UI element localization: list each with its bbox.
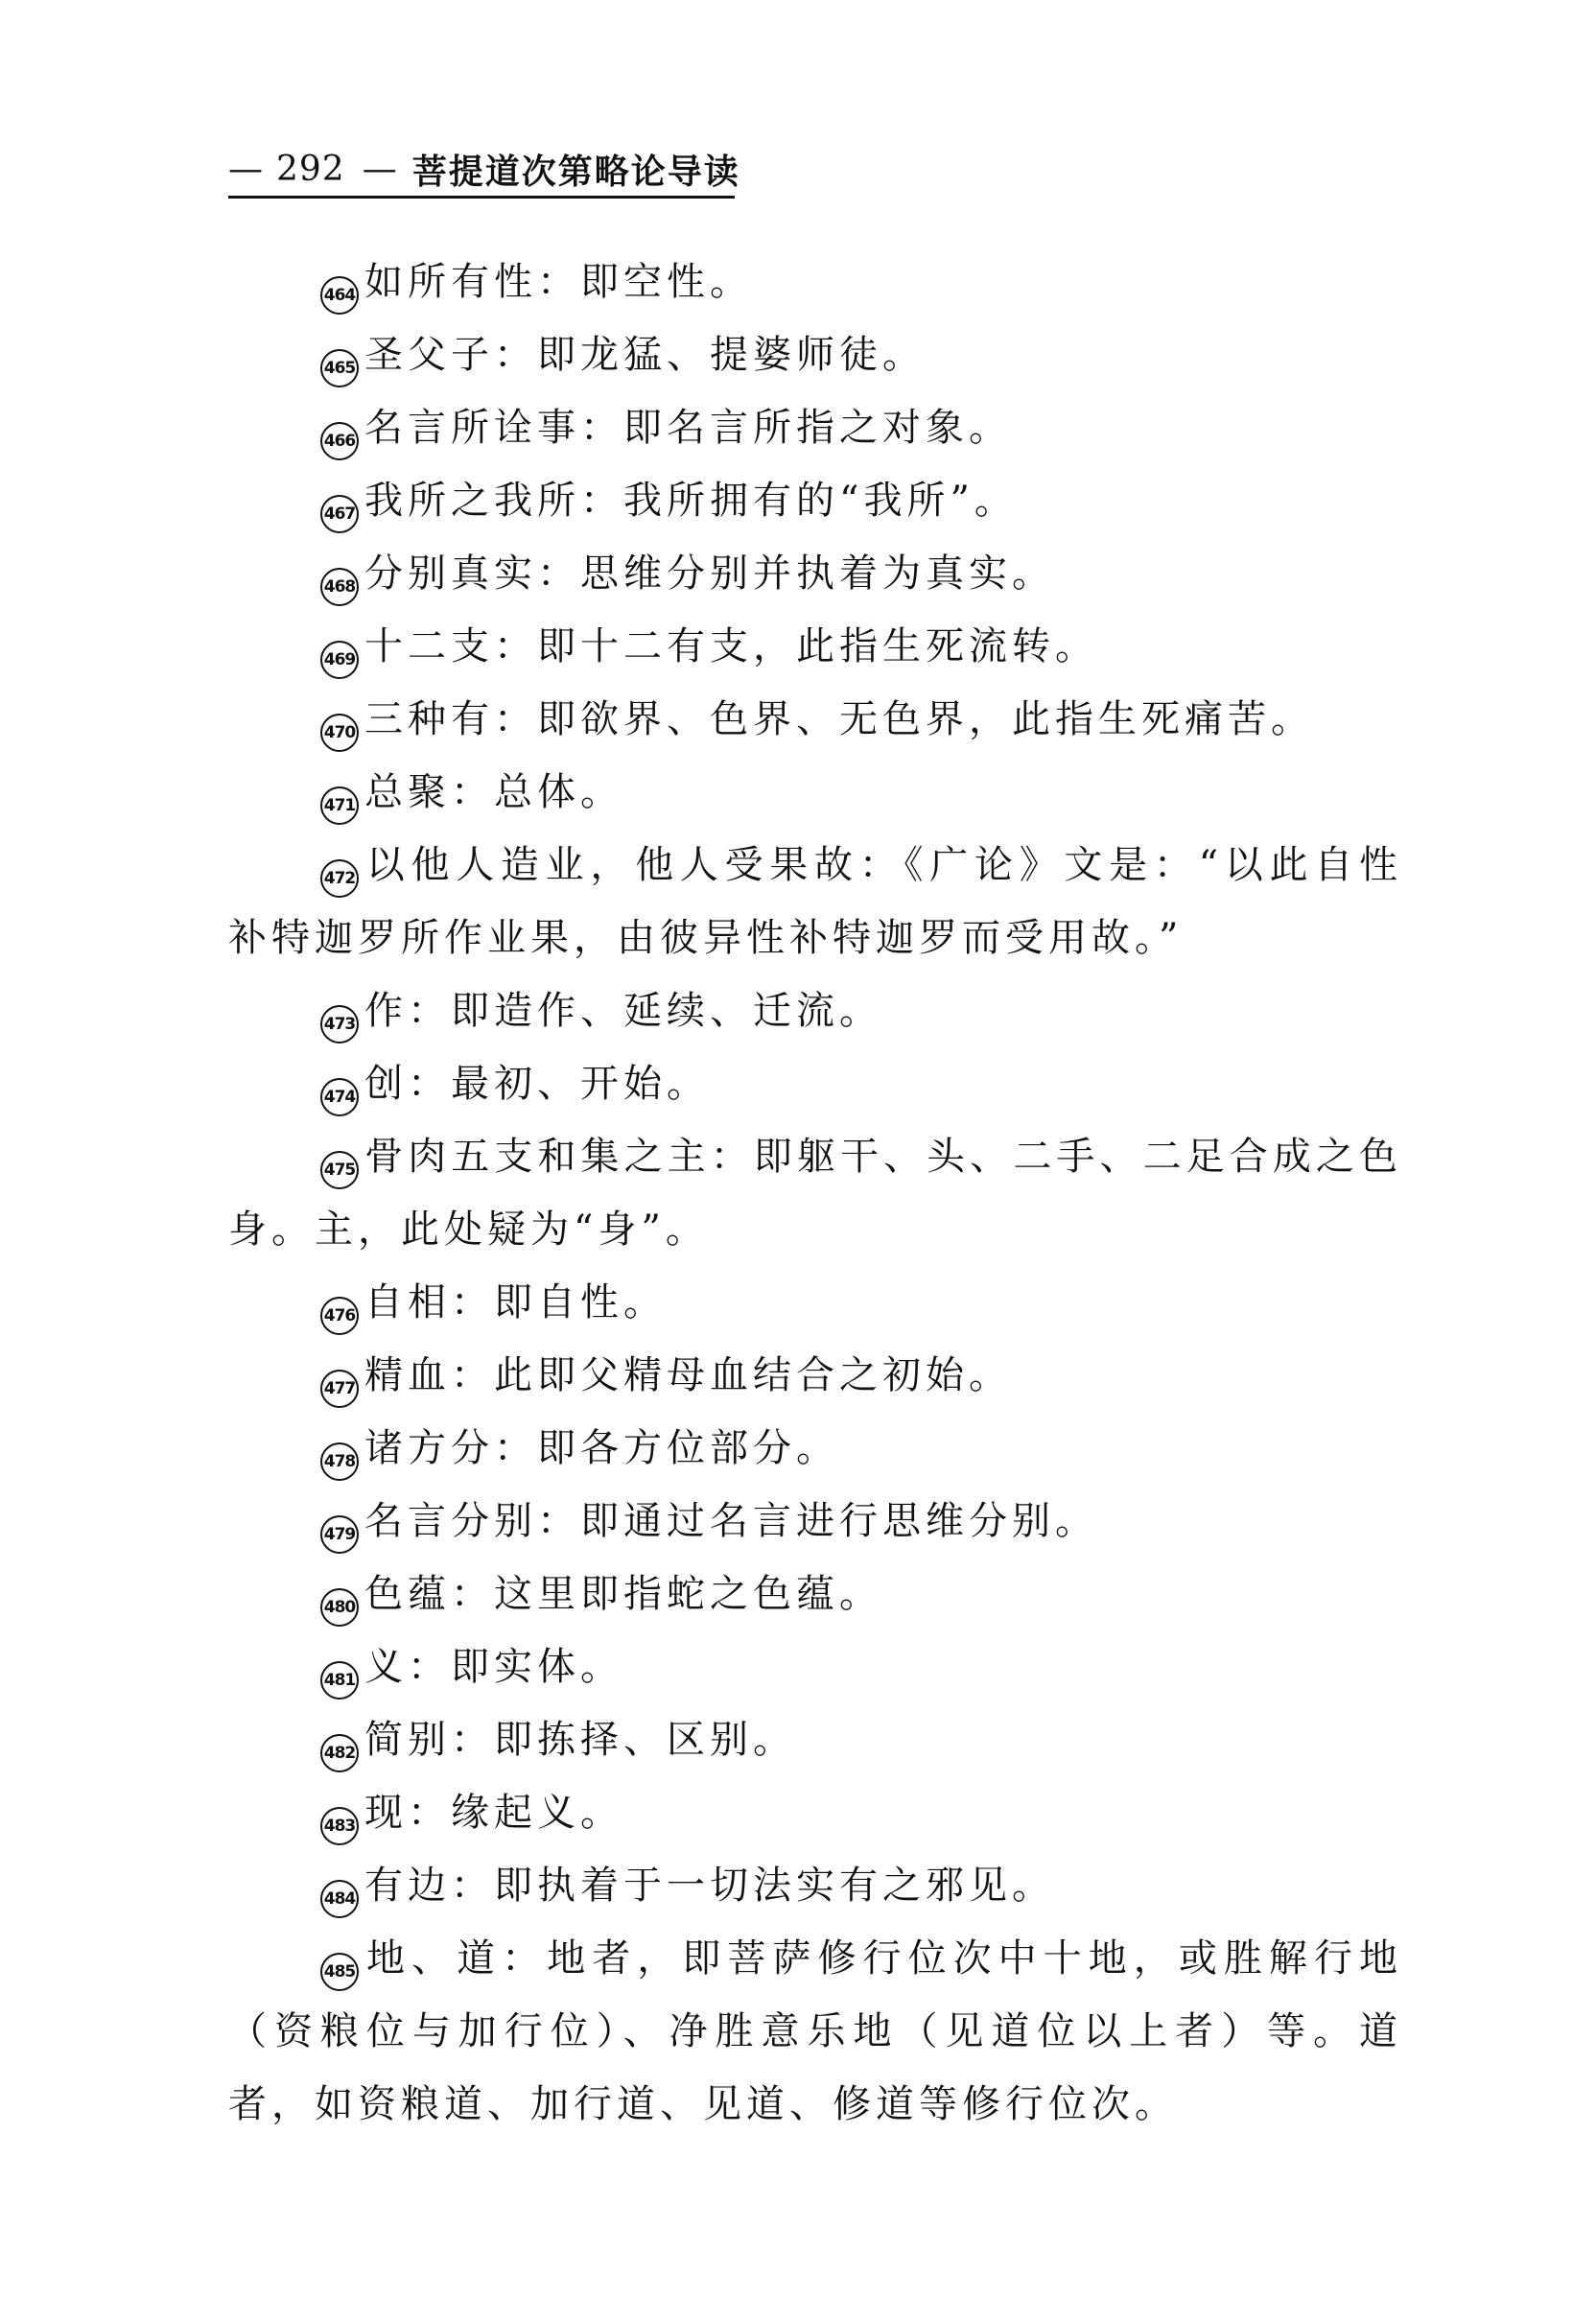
endnote — [228, 974, 1402, 1047]
endnote — [228, 1558, 1402, 1630]
endnote-text: 精血：此即父精母血结合之初始。 — [364, 1353, 1012, 1397]
endnote-number: 475 — [320, 1151, 359, 1189]
endnote-text: 我所之我所：我所拥有的“我所”。 — [364, 479, 1018, 523]
endnote — [228, 537, 1402, 610]
endnote — [228, 246, 1402, 318]
endnote-number: 466 — [320, 422, 359, 460]
endnote-text: 有边：即执着于一切法实有之邪见。 — [364, 1864, 1055, 1908]
endnote — [228, 829, 1402, 974]
endnote-text: 名言分别：即通过名言进行思维分别。 — [364, 1499, 1098, 1543]
endnote-text: 色蕴：这里即指蛇之色蕴。 — [364, 1572, 882, 1616]
endnote-number: 474 — [320, 1078, 359, 1116]
endnote — [228, 1120, 1402, 1266]
endnote-number: 481 — [320, 1661, 359, 1700]
endnote-text: 作：即造作、延续、迁流。 — [364, 989, 882, 1033]
endnote-number: 472 — [320, 859, 359, 898]
endnote-text: 创：最初、开始。 — [364, 1062, 710, 1106]
endnote — [228, 391, 1402, 464]
endnote-text: 以他人造业，他人受果故：《广论》文是：“以此自性补特迦罗所作业果，由彼异性补特迦罗而受用故。” — [228, 843, 1402, 960]
endnote — [228, 1776, 1402, 1849]
page-number: 292 — [276, 149, 345, 189]
endnote-text: 骨肉五支和集之主：即躯干、头、二手、二足合成之色身。主，此处疑为“身”。 — [228, 1135, 1402, 1252]
endnote — [228, 1412, 1402, 1485]
header-dash-left: — — [228, 149, 263, 189]
endnote — [228, 1047, 1402, 1120]
endnote-text: 地、道：地者，即菩萨修行位次中十地，或胜解行地（资粮位与加行位）、净胜意乐地（见道位以上者）等。道者，如资粮道、加行道、见道、修道等修行位次。 — [228, 1936, 1402, 2126]
endnote — [228, 318, 1402, 391]
endnote-text: 总聚：总体。 — [364, 770, 623, 814]
endnote-text: 自相：即自性。 — [364, 1280, 667, 1325]
header-dash-right: — — [362, 149, 397, 189]
book-title: 菩提道次第略论导读 — [411, 151, 740, 192]
running-header — [228, 142, 740, 199]
endnote-text: 圣父子：即龙猛、提婆师徒。 — [364, 333, 926, 377]
endnote-text: 现：缘起义。 — [364, 1791, 623, 1835]
endnote — [228, 610, 1402, 683]
endnote-number: 471 — [320, 786, 359, 825]
endnote-number: 478 — [320, 1442, 359, 1481]
endnote-text: 十二支：即十二有支，此指生死流转。 — [364, 624, 1098, 668]
endnote-number: 476 — [320, 1297, 359, 1335]
endnote — [228, 464, 1402, 537]
endnote — [228, 1485, 1402, 1558]
endnote-number: 479 — [320, 1515, 359, 1554]
endnote-number: 469 — [320, 641, 359, 679]
endnote — [228, 1703, 1402, 1776]
endnote — [228, 1922, 1402, 2141]
endnote-number: 484 — [320, 1880, 359, 1918]
endnote-number: 477 — [320, 1370, 359, 1408]
endnote-number: 473 — [320, 1005, 359, 1043]
endnote-text: 诸方分：即各方位部分。 — [364, 1426, 839, 1470]
endnote-number: 485 — [320, 1953, 359, 1991]
endnote-text: 简别：即拣择、区别。 — [364, 1718, 796, 1762]
endnote — [228, 756, 1402, 829]
endnote-text: 三种有：即欲界、色界、无色界，此指生死痛苦。 — [364, 697, 1314, 741]
endnote-number: 465 — [320, 349, 359, 387]
endnote-number: 468 — [320, 568, 359, 606]
endnote-number: 464 — [320, 276, 359, 315]
endnote — [228, 1630, 1402, 1703]
endnote — [228, 1266, 1402, 1339]
endnote — [228, 683, 1402, 756]
endnote-text: 义：即实体。 — [364, 1645, 623, 1689]
endnote-number: 483 — [320, 1807, 359, 1845]
endnotes-list — [228, 246, 1402, 2141]
endnote-number: 470 — [320, 714, 359, 752]
endnote-number: 467 — [320, 495, 359, 533]
endnote-number: 480 — [320, 1588, 359, 1627]
endnote — [228, 1339, 1402, 1412]
endnote-text: 如所有性：即空性。 — [364, 260, 753, 304]
endnote — [228, 1849, 1402, 1922]
endnote-number: 482 — [320, 1734, 359, 1772]
endnote-text: 分别真实：思维分别并执着为真实。 — [364, 551, 1055, 596]
endnote-text: 名言所诠事：即名言所指之对象。 — [364, 406, 1012, 450]
